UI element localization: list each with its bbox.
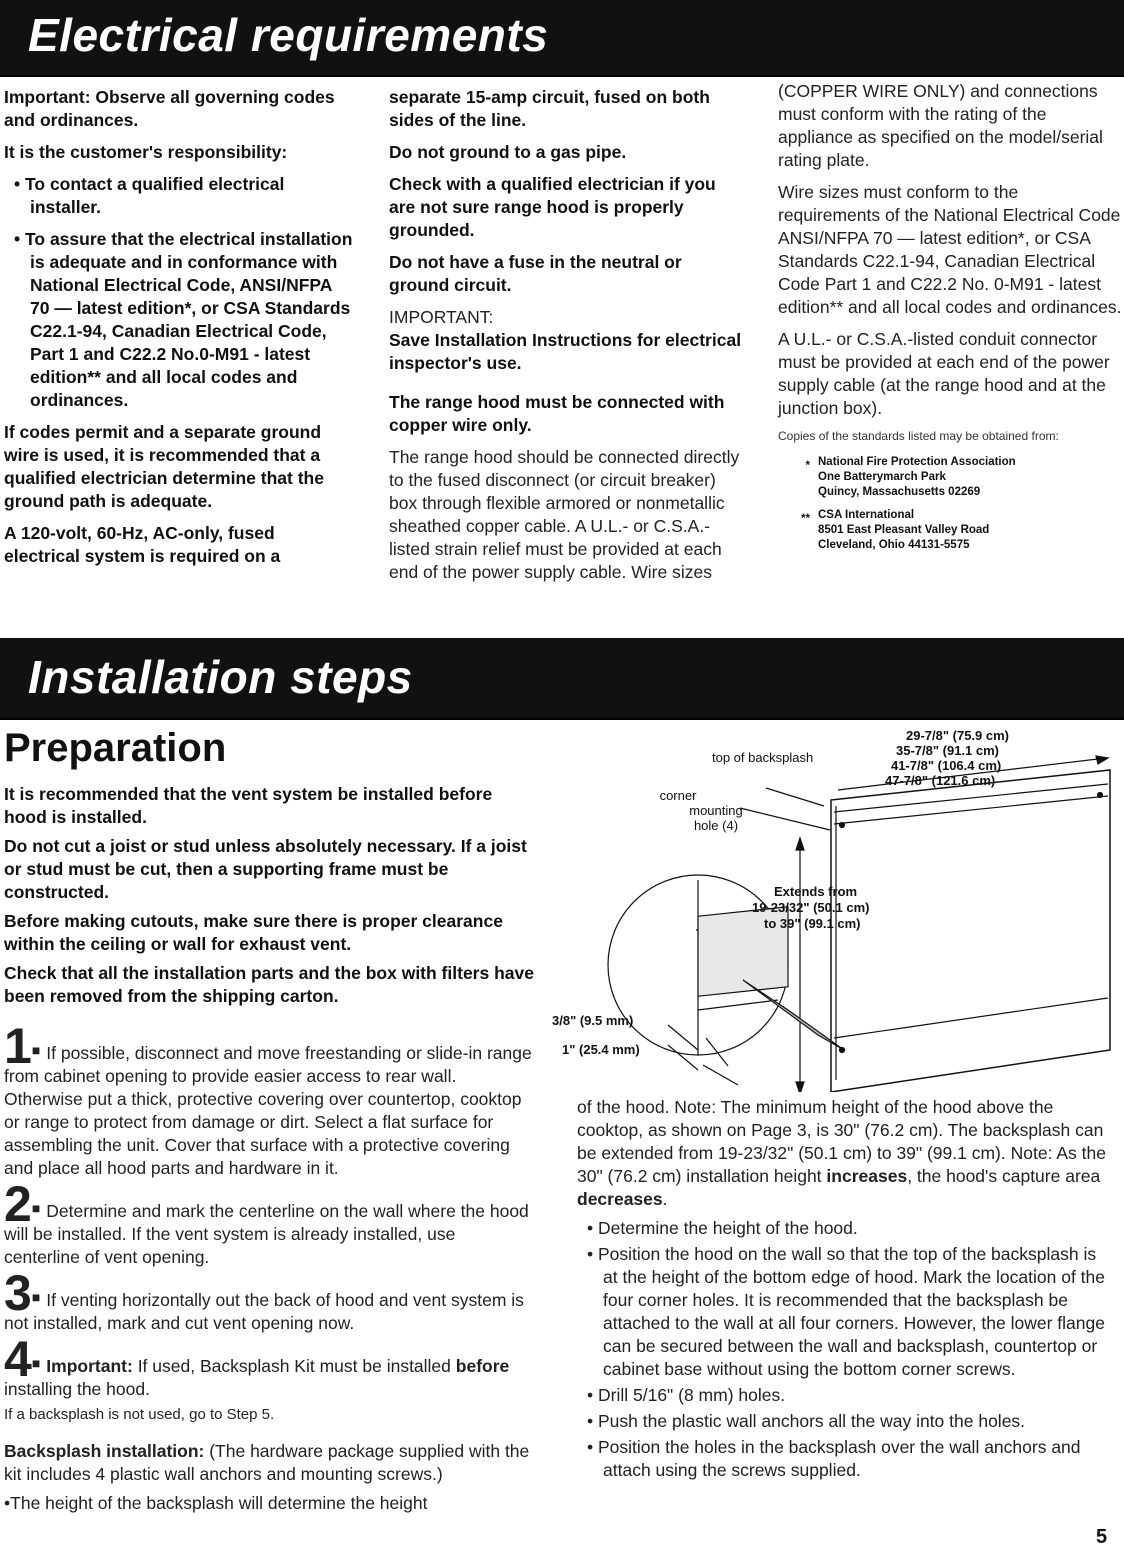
electrical-column-1 (4, 86, 354, 577)
paragraph: Wire sizes must conform to the requirements of the National Electrical Code ANSI/NFPA 70 — latest edition*, or CSA Standards C22.1-94, Canadian Electrical Code Part 1 and C22.2 No. 0-M91 - latest edition** and all local codes and ordinances. (778, 182, 1122, 317)
paragraph: The range hood must be connected with copper wire only. (389, 392, 725, 435)
paragraph: separate 15-amp circuit, fused on both sides of the line. (389, 87, 710, 130)
bullet-item: • Position the holes in the backsplash over the wall anchors and attach using the screws supplied. (587, 1437, 1081, 1480)
bullet-item: • Determine the height of the hood. (587, 1218, 858, 1238)
paragraph: Check that all the installation parts and the box with filters have been removed from the shipping carton. (4, 963, 534, 1006)
paragraph: It is recommended that the vent system be installed before hood is installed. (4, 784, 493, 827)
section-title: Installation steps (28, 651, 413, 703)
important-note: IMPORTANT: Save Installation Instructions for electrical inspector's use. (389, 307, 742, 373)
section-banner-electrical (0, 0, 1124, 77)
paragraph: Check with a qualified electrician if you are not sure range hood is properly grounded. (389, 174, 716, 240)
corner-hole (1098, 793, 1103, 798)
bullet-item: • To contact a qualified electrical installer. (14, 174, 285, 217)
dimension-label: 3/8" (9.5 mm) (552, 1013, 634, 1028)
extends-label: 19-23/32" (50.1 cm) (752, 900, 870, 915)
paragraph: (COPPER WIRE ONLY) and connections must conform with the rating of the appliance as specified on the model/serial rating plate. (778, 81, 1103, 170)
bullet-item: • To assure that the electrical installation is adequate and in conformance with National Electrical Code, ANSI/NFPA 70 — latest edition*, or CSA Standards C22.1-94, Canadian Electrical Code, Part 1 and C22.2 No.0-M91 - latest edition** and all local codes and ordinances. (14, 229, 353, 410)
electrical-column-2 (389, 86, 744, 593)
backsplash-panel (831, 770, 1110, 1092)
paragraph: If codes permit and a separate ground wire is used, it is recommended that a qualified electrician determine that the ground path is adequate. (4, 422, 324, 511)
paragraph: Important: Observe all governing codes and ordinances. (4, 87, 335, 130)
dimension-label: 1" (25.4 mm) (562, 1042, 640, 1057)
step-2: 2■ Determine and mark the centerline on the wall where the hood will be installed. If the vent system is already installed, use centerline of vent opening. (4, 1176, 529, 1267)
reference-nfpa: * National Fire Protection Association One Batterymarch Park Quincy, Massachusetts 02269 (805, 456, 1016, 498)
paragraph: The range hood should be connected directly to the fused disconnect (or circuit breaker) box through flexible armored or nonmetallic sheathed copper cable. A U.L.- or C.S.A.-listed strain relief must be provided at each end of the power supply cable. Wire sizes (389, 447, 740, 582)
step-3: 3■ If venting horizontally out the back of hood and vent system is not installed, mark and cut vent opening now. (4, 1265, 524, 1333)
page-number: 5 (1096, 1526, 1108, 1548)
step-4-note: If a backsplash is not used, go to Step 5. (4, 1406, 275, 1423)
step-1: 1■ If possible, disconnect and move freestanding or slide-in range from cabinet opening to provide easier access to rear wall. Otherwise put a thick, protective covering over countertop, cooktop or range to protect from damage or dirt. Select a flat surface for assembling the unit. Cover that surface with a protective covering and place all hood parts and hardware in it. (4, 1018, 532, 1178)
width-label: 29-7/8" (75.9 cm) (906, 728, 1009, 743)
extends-label: to 39" (99.1 cm) (764, 916, 861, 931)
standards-note: Copies of the standards listed may be obtained from: (778, 429, 1059, 443)
backsplash-paragraph: Backsplash installation: (The hardware package supplied with the kit includes 4 plastic wall anchors and mounting screws.) (4, 1441, 530, 1484)
step-4: 4■ Important: If used, Backsplash Kit must be installed before installing the hood. (4, 1331, 510, 1399)
width-label: 41-7/8" (106.4 cm) (891, 758, 1002, 773)
paragraph: of the hood. Note: The minimum height of the hood above the cooktop, as shown on Page 3, is 30" (76.2 cm). The backsplash can be extended from 19-23/32" (50.1 cm) to 39" (99.1 cm). Note: As the 30" (76.2 cm) installation height increases, the hood's capture area decreases. (577, 1097, 1106, 1209)
bullet-item: • Position the hood on the wall so that the top of the backsplash is at the height of the bottom edge of hood. Mark the location of the four corner holes. It is recommended that the backsplash be attached to the wall at all four corners. However, the lower flange can be secured between the wall and backsplash, countertop or cabinet base without using the bottom corner screws. (587, 1244, 1106, 1379)
backsplash-diagram (548, 720, 1124, 1092)
bullet-item: • Push the plastic wall anchors all the way into the holes. (587, 1411, 1026, 1431)
bullet-item: •The height of the backsplash will determine the height (4, 1493, 428, 1513)
paragraph: A U.L.- or C.S.A.-listed conduit connector must be provided at each end of the power supply cable (at the range hood and at the junction box). (778, 329, 1110, 418)
paragraph: Do not ground to a gas pipe. (389, 142, 627, 162)
corner-hole (840, 823, 845, 828)
corner-label: mounting (689, 803, 743, 818)
paragraph: A 120-volt, 60-Hz, AC-only, fused electrical system is required on a (4, 523, 281, 566)
reference-csa: ** CSA International 8501 East Pleasant Valley Road Cleveland, Ohio 44131-5575 (801, 509, 990, 551)
paragraph: Do not cut a joist or stud unless absolutely necessary. If a joist or stud must be cut, then a supporting frame must be constructed. (4, 836, 527, 902)
paragraph: Do not have a fuse in the neutral or ground circuit. (389, 252, 682, 295)
section-title: Electrical requirements (28, 9, 549, 61)
subsection-title: Preparation (4, 726, 227, 770)
width-label: 35-7/8" (91.1 cm) (896, 743, 999, 758)
backsplash-instructions (577, 1096, 1112, 1485)
electrical-column-3 (778, 80, 1124, 561)
section-banner-installation (0, 638, 1124, 720)
corner-label: corner (659, 788, 697, 803)
bullet-item: • Drill 5/16" (8 mm) holes. (587, 1385, 786, 1405)
top-of-backsplash-label: top of backsplash (712, 750, 814, 765)
extends-label: Extends from (774, 884, 858, 899)
width-label: 47-7/8" (121.6 cm) (885, 773, 996, 788)
corner-label: hole (4) (693, 818, 739, 833)
paragraph: Before making cutouts, make sure there is proper clearance within the ceiling or wall for exhaust vent. (4, 911, 503, 954)
preparation-column (4, 783, 534, 1521)
paragraph: It is the customer's responsibility: (4, 142, 288, 162)
